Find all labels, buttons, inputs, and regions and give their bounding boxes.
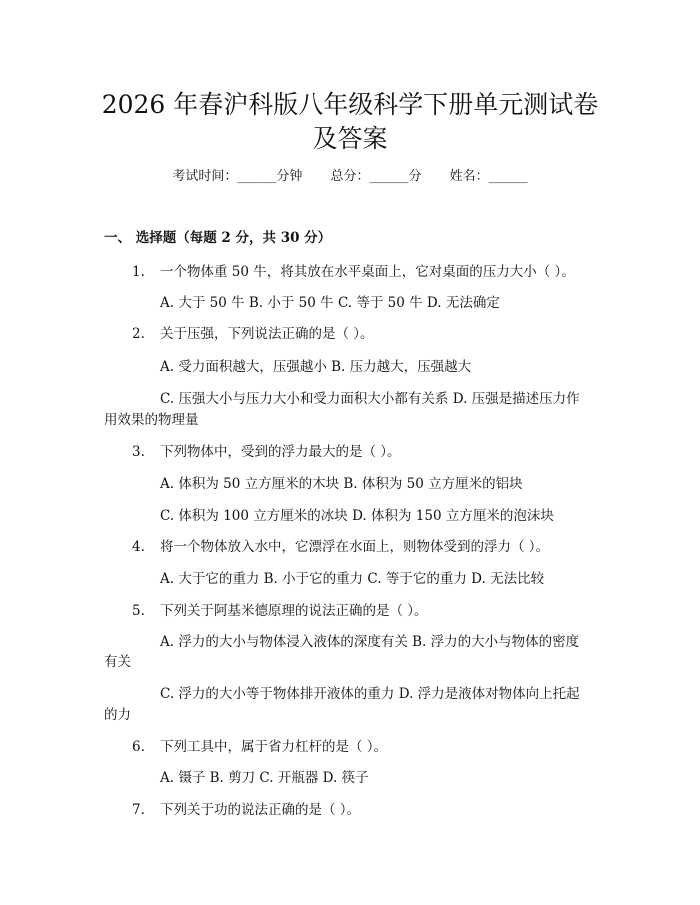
question-text: 下列关于功的说法正确的是（ ）。 bbox=[160, 802, 361, 818]
question-number: 6. bbox=[132, 739, 145, 755]
total-score: 总分：______分 bbox=[330, 169, 422, 184]
question-options: A. 大于 50 牛 B. 小于 50 牛 C. 等于 50 牛 D. 无法确定 bbox=[160, 295, 500, 311]
question-options: C. 体积为 100 立方厘米的冰块 D. 体积为 150 立方厘米的泡沫块 bbox=[160, 508, 554, 524]
question-text: 下列物体中，受到的浮力最大的是（ ）。 bbox=[160, 444, 401, 460]
question-text: 一个物体重 50 牛，将其放在水平桌面上，它对桌面的压力大小（ ）。 bbox=[160, 264, 575, 280]
exam-meta bbox=[0, 167, 700, 187]
question-number: 1. bbox=[132, 264, 145, 280]
question-options-continued: 用效果的物理量 bbox=[104, 412, 199, 428]
question-options: A. 体积为 50 立方厘米的木块 B. 体积为 50 立方厘米的铝块 bbox=[160, 476, 523, 492]
question-number: 2. bbox=[132, 326, 145, 342]
question-text: 关于压强，下列说法正确的是（ ）。 bbox=[160, 326, 374, 342]
question-options: A. 大于它的重力 B. 小于它的重力 C. 等于它的重力 D. 无法比较 bbox=[160, 571, 545, 587]
title-line-2: 及答案 bbox=[312, 124, 388, 153]
question-number: 7. bbox=[132, 802, 145, 818]
question-options: A. 镊子 B. 剪刀 C. 开瓶器 D. 筷子 bbox=[160, 770, 369, 786]
question-options-continued: 的力 bbox=[104, 707, 131, 723]
question-number: 4. bbox=[132, 539, 145, 555]
student-name: 姓名：______ bbox=[449, 169, 528, 184]
section-title: 一、 选择题（每题 2 分，共 30 分） bbox=[104, 230, 332, 246]
question-text: 下列工具中，属于省力杠杆的是（ ）。 bbox=[160, 739, 388, 755]
question-number: 5. bbox=[132, 603, 145, 619]
question-options: C. 压强大小与压力大小和受力面积大小都有关系 D. 压强是描述压力作 bbox=[160, 391, 580, 407]
question-options-continued: 有关 bbox=[104, 654, 131, 670]
question-options: C. 浮力的大小等于物体排开液体的重力 D. 浮力是液体对物体向上托起 bbox=[160, 686, 580, 702]
question-number: 3. bbox=[132, 444, 145, 460]
question-text: 下列关于阿基米德原理的说法正确的是（ ）。 bbox=[160, 603, 428, 619]
question-options: A. 受力面积越大，压强越小 B. 压力越大，压强越大 bbox=[160, 359, 472, 375]
question-text: 将一个物体放入水中，它漂浮在水面上，则物体受到的浮力（ ）。 bbox=[160, 539, 550, 555]
exam-time: 考试时间：______分钟 bbox=[172, 169, 303, 184]
question-options: A. 浮力的大小与物体浸入液体的深度有关 B. 浮力的大小与物体的密度 bbox=[160, 634, 580, 650]
title-line-1: 2026 年春沪科版八年级科学下册单元测试卷 bbox=[101, 90, 599, 119]
